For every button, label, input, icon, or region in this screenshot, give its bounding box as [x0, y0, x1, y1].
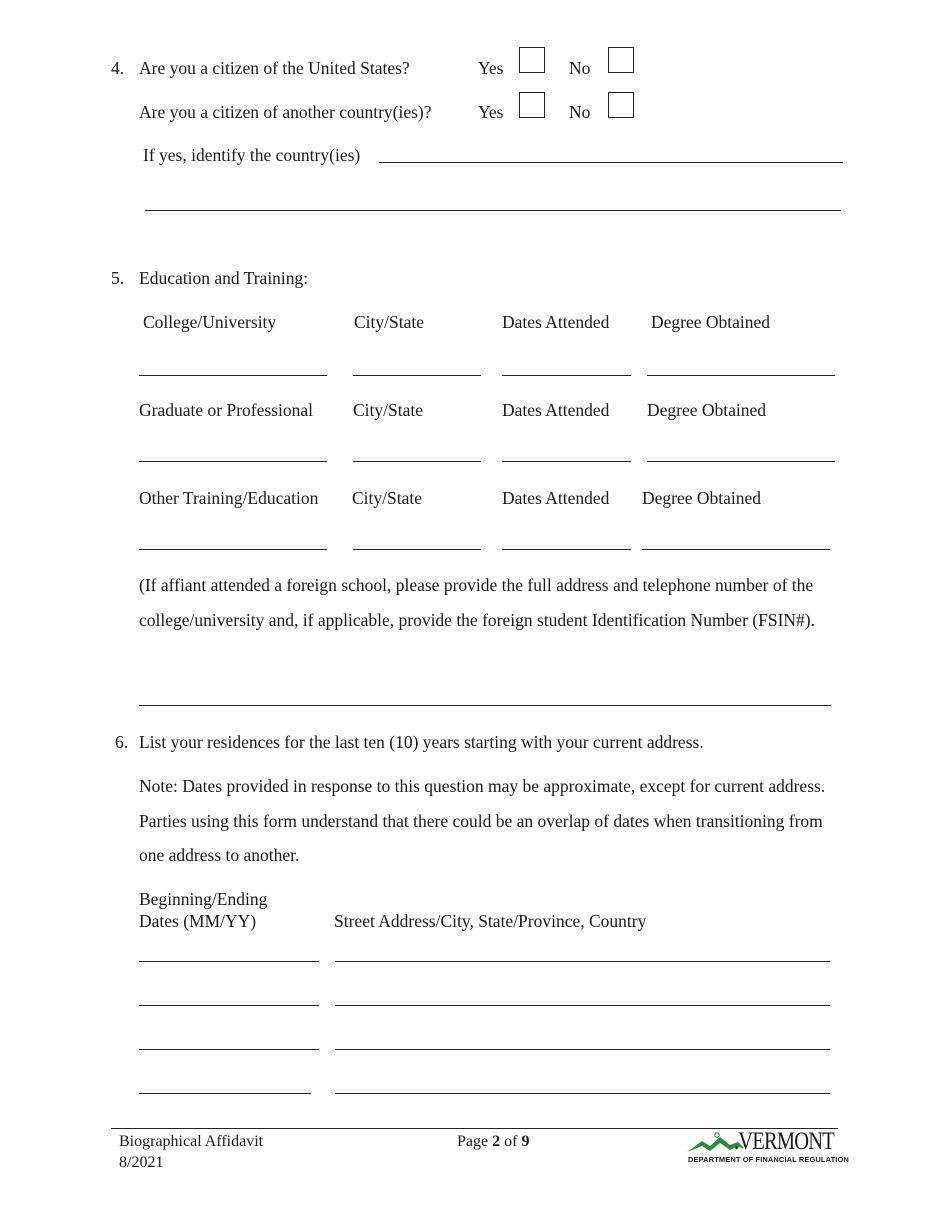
q4-country-field[interactable] [379, 162, 843, 163]
residence-row1-address-field[interactable] [335, 961, 830, 962]
edu-row1-degree-field[interactable] [647, 375, 835, 376]
q4-other-yes-checkbox[interactable] [519, 92, 545, 118]
q4-other-yes-label: Yes [478, 102, 504, 122]
residence-address-header: Street Address/City, State/Province, Country [334, 911, 647, 931]
q4-other-no-label: No [569, 102, 591, 122]
footer-doc-title: Biographical Affidavit [119, 1133, 264, 1150]
edu-row1-institution-field[interactable] [139, 375, 327, 376]
logo-wordmark: .VERMONT [734, 1128, 834, 1155]
page-current: 2 [492, 1133, 501, 1150]
q4-country-field-2[interactable] [145, 210, 841, 211]
q4-number: 4. [111, 58, 125, 78]
edu-row2-dates-field[interactable] [502, 461, 631, 462]
q4-citizen-other-label: Are you a citizen of another country(ies)? [139, 102, 432, 122]
residence-dates-header-line1: Beginning/Ending [139, 889, 268, 909]
edu-row1-city: City/State [354, 312, 424, 332]
q4-us-no-label: No [569, 58, 591, 78]
edu-row3-dates-field[interactable] [502, 549, 631, 550]
page-of: of [504, 1133, 518, 1150]
q5-title: Education and Training: [139, 268, 309, 288]
residence-dates-header-line2: Dates (MM/YY) [139, 911, 257, 931]
page-prefix: Page [457, 1133, 489, 1150]
q4-us-no-checkbox[interactable] [608, 47, 634, 73]
edu-row2-city: City/State [353, 400, 423, 420]
q4-other-no-checkbox[interactable] [608, 92, 634, 118]
edu-row1-degree: Degree Obtained [651, 312, 771, 332]
logo-department: DEPARTMENT OF FINANCIAL REGULATION [688, 1155, 849, 1164]
edu-row2-city-field[interactable] [353, 461, 481, 462]
edu-row2-institution: Graduate or Professional [139, 400, 313, 420]
q6-note: Note: Dates provided in response to this question may be approximate, except for current address. Parties using this form understand that there could be an overlap of dates when transitioning from one address to another. [139, 776, 826, 865]
q6-title: List your residences for the last ten (10) years starting with your current address. [139, 732, 704, 752]
edu-row1-dates: Dates Attended [502, 312, 610, 332]
edu-row3-institution: Other Training/Education [139, 488, 319, 508]
residence-row3-address-field[interactable] [335, 1049, 830, 1050]
edu-row1-institution: College/University [143, 312, 277, 332]
q6-number: 6. [115, 732, 129, 752]
residence-row2-dates-field[interactable] [139, 1005, 319, 1006]
page-total: 9 [521, 1133, 530, 1150]
edu-row3-degree-field[interactable] [642, 549, 830, 550]
residence-row2-address-field[interactable] [335, 1005, 830, 1006]
edu-row3-institution-field[interactable] [139, 549, 327, 550]
residence-row3-dates-field[interactable] [139, 1049, 319, 1050]
edu-row3-city-field[interactable] [353, 549, 481, 550]
footer-date: 8/2021 [119, 1154, 164, 1171]
edu-row2-dates: Dates Attended [502, 400, 610, 420]
edu-row3-city: City/State [352, 488, 422, 508]
vermont-dfr-logo [686, 1128, 849, 1168]
page-indicator [457, 1133, 529, 1151]
foreign-school-field[interactable] [139, 705, 831, 706]
residence-row1-dates-field[interactable] [139, 961, 319, 962]
edu-row2-institution-field[interactable] [139, 461, 327, 462]
residence-row4-address-field[interactable] [335, 1093, 830, 1094]
edu-row2-degree-field[interactable] [647, 461, 835, 462]
q4-identify-label: If yes, identify the country(ies) [143, 145, 361, 165]
edu-row1-city-field[interactable] [353, 375, 481, 376]
q5-number: 5. [111, 268, 125, 288]
q4-citizen-us-label: Are you a citizen of the United States? [139, 58, 410, 78]
edu-row3-dates: Dates Attended [502, 488, 610, 508]
q4-us-yes-label: Yes [478, 58, 504, 78]
foreign-school-note: (If affiant attended a foreign school, please provide the full address and telephone number of the college/university and, if applicable, provide the foreign student Identification Number (FSIN#). [139, 575, 815, 630]
edu-row3-degree: Degree Obtained [642, 488, 762, 508]
edu-row1-dates-field[interactable] [502, 375, 631, 376]
q4-us-yes-checkbox[interactable] [519, 47, 545, 73]
residence-row4-dates-field[interactable] [139, 1093, 311, 1094]
edu-row2-degree: Degree Obtained [647, 400, 767, 420]
